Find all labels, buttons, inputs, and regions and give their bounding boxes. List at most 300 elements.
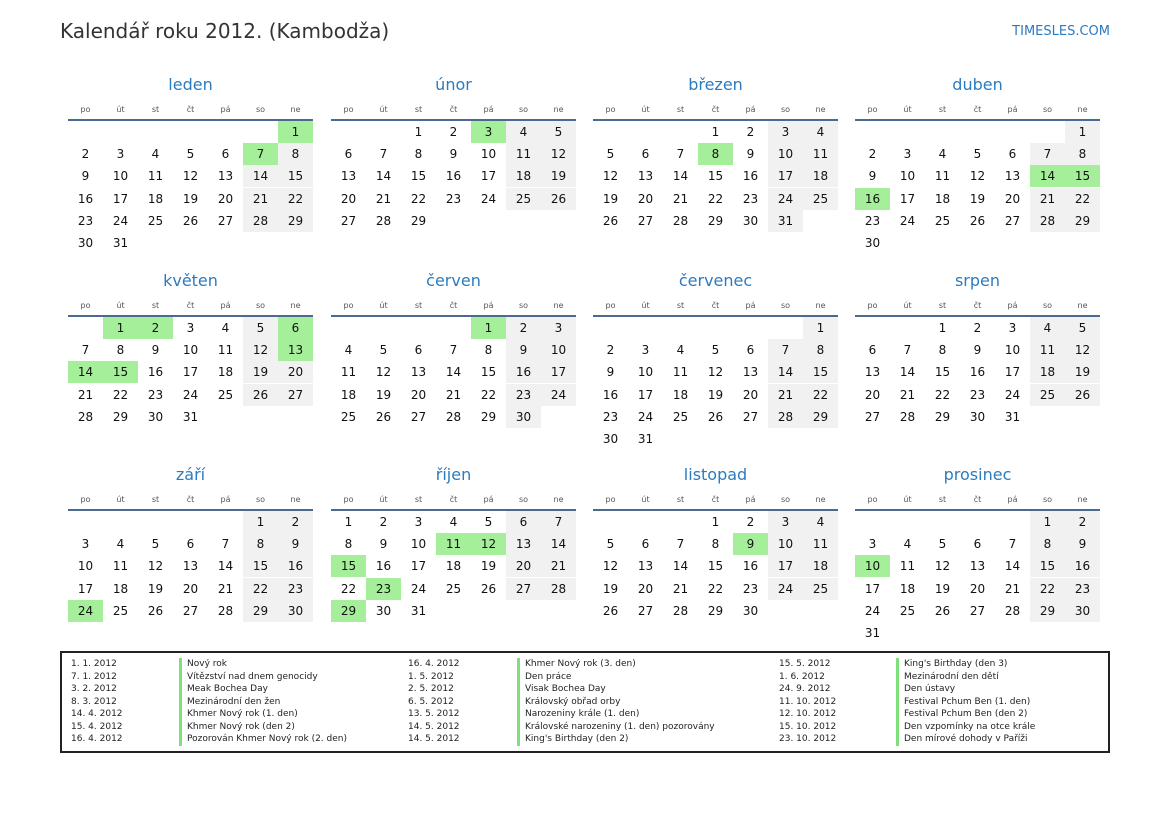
- day-cell[interactable]: 31: [637, 432, 654, 446]
- holiday-day-cell[interactable]: 10: [855, 555, 890, 577]
- holiday-day-cell[interactable]: 15: [103, 361, 138, 383]
- day-cell[interactable]: 26: [375, 409, 392, 424]
- day-cell[interactable]: 19: [480, 559, 497, 574]
- day-cell[interactable]: 13: [340, 169, 357, 184]
- day-cell[interactable]: 15: [707, 169, 724, 184]
- day-cell[interactable]: 8: [711, 537, 720, 552]
- day-cell[interactable]: 20: [742, 387, 759, 402]
- day-cell[interactable]: 5: [938, 537, 947, 552]
- day-cell[interactable]: 8: [938, 343, 947, 358]
- day-cell[interactable]: 6: [641, 537, 650, 552]
- day-cell[interactable]: 10: [768, 143, 803, 165]
- day-cell[interactable]: 6: [746, 343, 755, 358]
- day-cell[interactable]: 2: [868, 147, 877, 162]
- day-cell[interactable]: 26: [243, 384, 278, 406]
- day-cell[interactable]: 17: [768, 555, 803, 577]
- day-cell[interactable]: 26: [1065, 384, 1100, 406]
- day-cell[interactable]: 19: [969, 191, 986, 206]
- day-cell[interactable]: 28: [1030, 210, 1065, 232]
- day-cell[interactable]: 10: [112, 169, 129, 184]
- day-cell[interactable]: 17: [112, 191, 129, 206]
- day-cell[interactable]: 29: [1065, 210, 1100, 232]
- day-cell[interactable]: 19: [541, 165, 576, 187]
- day-cell[interactable]: 25: [803, 188, 838, 210]
- day-cell[interactable]: 19: [602, 191, 619, 206]
- day-cell[interactable]: 3: [903, 147, 912, 162]
- day-cell[interactable]: 15: [243, 555, 278, 577]
- day-cell[interactable]: 1: [1030, 511, 1065, 533]
- day-cell[interactable]: 6: [641, 147, 650, 162]
- day-cell[interactable]: 27: [637, 603, 654, 618]
- day-cell[interactable]: 17: [182, 365, 199, 380]
- holiday-day-cell[interactable]: 13: [278, 339, 313, 361]
- day-cell[interactable]: 7: [903, 343, 912, 358]
- day-cell[interactable]: 18: [445, 559, 462, 574]
- day-cell[interactable]: 2: [1065, 511, 1100, 533]
- day-cell[interactable]: 9: [151, 343, 160, 358]
- day-cell[interactable]: 7: [1008, 537, 1017, 552]
- day-cell[interactable]: 14: [768, 361, 803, 383]
- day-cell[interactable]: 18: [1030, 361, 1065, 383]
- day-cell[interactable]: 7: [449, 343, 458, 358]
- day-cell[interactable]: 12: [969, 169, 986, 184]
- day-cell[interactable]: 14: [217, 559, 234, 574]
- day-cell[interactable]: 18: [340, 387, 357, 402]
- day-cell[interactable]: 14: [375, 169, 392, 184]
- day-cell[interactable]: 28: [541, 578, 576, 600]
- day-cell[interactable]: 21: [77, 387, 94, 402]
- day-cell[interactable]: 13: [637, 169, 654, 184]
- day-cell[interactable]: 8: [243, 533, 278, 555]
- day-cell[interactable]: 21: [243, 188, 278, 210]
- day-cell[interactable]: 27: [278, 384, 313, 406]
- day-cell[interactable]: 23: [278, 578, 313, 600]
- day-cell[interactable]: 2: [606, 343, 615, 358]
- day-cell[interactable]: 10: [77, 559, 94, 574]
- day-cell[interactable]: 1: [803, 317, 838, 339]
- day-cell[interactable]: 20: [278, 361, 313, 383]
- day-cell[interactable]: 19: [602, 581, 619, 596]
- day-cell[interactable]: 5: [606, 147, 615, 162]
- day-cell[interactable]: 20: [340, 191, 357, 206]
- day-cell[interactable]: 4: [151, 147, 160, 162]
- day-cell[interactable]: 8: [278, 143, 313, 165]
- day-cell[interactable]: 21: [1030, 188, 1065, 210]
- day-cell[interactable]: 13: [217, 169, 234, 184]
- day-cell[interactable]: 28: [217, 603, 234, 618]
- day-cell[interactable]: 8: [803, 339, 838, 361]
- day-cell[interactable]: 25: [112, 603, 129, 618]
- day-cell[interactable]: 16: [278, 555, 313, 577]
- day-cell[interactable]: 25: [1030, 384, 1065, 406]
- day-cell[interactable]: 15: [934, 365, 951, 380]
- day-cell[interactable]: 23: [147, 387, 164, 402]
- holiday-day-cell[interactable]: 15: [1065, 165, 1100, 187]
- day-cell[interactable]: 15: [803, 361, 838, 383]
- day-cell[interactable]: 29: [707, 603, 724, 618]
- day-cell[interactable]: 24: [112, 213, 129, 228]
- day-cell[interactable]: 11: [1030, 339, 1065, 361]
- day-cell[interactable]: 21: [375, 191, 392, 206]
- day-cell[interactable]: 31: [112, 236, 129, 250]
- day-cell[interactable]: 21: [768, 384, 803, 406]
- day-cell[interactable]: 12: [1065, 339, 1100, 361]
- day-cell[interactable]: 3: [641, 343, 650, 358]
- day-cell[interactable]: 12: [243, 339, 278, 361]
- day-cell[interactable]: 30: [742, 603, 759, 618]
- day-cell[interactable]: 23: [742, 191, 759, 206]
- day-cell[interactable]: 28: [672, 603, 689, 618]
- day-cell[interactable]: 28: [768, 406, 803, 428]
- day-cell[interactable]: 31: [410, 603, 427, 618]
- day-cell[interactable]: 16: [742, 559, 759, 574]
- day-cell[interactable]: 14: [672, 169, 689, 184]
- day-cell[interactable]: 30: [147, 409, 164, 424]
- day-cell[interactable]: 5: [1065, 317, 1100, 339]
- day-cell[interactable]: 16: [445, 169, 462, 184]
- day-cell[interactable]: 22: [112, 387, 129, 402]
- day-cell[interactable]: 20: [182, 581, 199, 596]
- holiday-day-cell[interactable]: 3: [471, 121, 506, 143]
- day-cell[interactable]: 8: [116, 343, 125, 358]
- day-cell[interactable]: 25: [217, 387, 234, 402]
- holiday-day-cell[interactable]: 15: [331, 555, 366, 577]
- day-cell[interactable]: 3: [186, 321, 195, 335]
- day-cell[interactable]: 27: [340, 213, 357, 228]
- day-cell[interactable]: 29: [278, 210, 313, 232]
- day-cell[interactable]: 13: [1004, 169, 1021, 184]
- holiday-day-cell[interactable]: 14: [1030, 165, 1065, 187]
- day-cell[interactable]: 23: [864, 213, 881, 228]
- day-cell[interactable]: 21: [899, 387, 916, 402]
- day-cell[interactable]: 12: [541, 143, 576, 165]
- day-cell[interactable]: 18: [803, 165, 838, 187]
- day-cell[interactable]: 5: [243, 317, 278, 339]
- day-cell[interactable]: 12: [602, 169, 619, 184]
- day-cell[interactable]: 15: [1030, 555, 1065, 577]
- day-cell[interactable]: 16: [147, 365, 164, 380]
- day-cell[interactable]: 22: [410, 191, 427, 206]
- day-cell[interactable]: 6: [414, 343, 423, 358]
- day-cell[interactable]: 18: [672, 387, 689, 402]
- day-cell[interactable]: 29: [1030, 600, 1065, 622]
- day-cell[interactable]: 4: [676, 343, 685, 358]
- day-cell[interactable]: 27: [410, 409, 427, 424]
- holiday-day-cell[interactable]: 2: [138, 317, 173, 339]
- day-cell[interactable]: 11: [340, 365, 357, 380]
- day-cell[interactable]: 18: [147, 191, 164, 206]
- day-cell[interactable]: 22: [934, 387, 951, 402]
- day-cell[interactable]: 17: [1004, 365, 1021, 380]
- day-cell[interactable]: 15: [707, 559, 724, 574]
- day-cell[interactable]: 13: [182, 559, 199, 574]
- day-cell[interactable]: 31: [1004, 409, 1021, 424]
- day-cell[interactable]: 30: [77, 236, 94, 250]
- day-cell[interactable]: 5: [484, 515, 493, 529]
- holiday-day-cell[interactable]: 11: [436, 533, 471, 555]
- day-cell[interactable]: 30: [742, 213, 759, 228]
- day-cell[interactable]: 23: [969, 387, 986, 402]
- day-cell[interactable]: 12: [602, 559, 619, 574]
- day-cell[interactable]: 23: [445, 191, 462, 206]
- day-cell[interactable]: 3: [768, 121, 803, 143]
- day-cell[interactable]: 23: [1065, 578, 1100, 600]
- day-cell[interactable]: 2: [973, 321, 982, 335]
- day-cell[interactable]: 14: [672, 559, 689, 574]
- day-cell[interactable]: 4: [344, 343, 353, 358]
- day-cell[interactable]: 24: [410, 581, 427, 596]
- day-cell[interactable]: 24: [1004, 387, 1021, 402]
- day-cell[interactable]: 2: [746, 125, 755, 139]
- day-cell[interactable]: 5: [973, 147, 982, 162]
- day-cell[interactable]: 20: [410, 387, 427, 402]
- day-cell[interactable]: 14: [541, 533, 576, 555]
- day-cell[interactable]: 24: [899, 213, 916, 228]
- day-cell[interactable]: 22: [278, 188, 313, 210]
- day-cell[interactable]: 28: [672, 213, 689, 228]
- day-cell[interactable]: 14: [243, 165, 278, 187]
- day-cell[interactable]: 2: [379, 515, 388, 529]
- day-cell[interactable]: 20: [217, 191, 234, 206]
- day-cell[interactable]: 31: [864, 626, 881, 640]
- day-cell[interactable]: 25: [147, 213, 164, 228]
- day-cell[interactable]: 17: [637, 387, 654, 402]
- day-cell[interactable]: 15: [278, 165, 313, 187]
- day-cell[interactable]: 7: [676, 537, 685, 552]
- day-cell[interactable]: 9: [1065, 533, 1100, 555]
- day-cell[interactable]: 19: [707, 387, 724, 402]
- day-cell[interactable]: 19: [147, 581, 164, 596]
- day-cell[interactable]: 6: [221, 147, 230, 162]
- day-cell[interactable]: 24: [541, 384, 576, 406]
- day-cell[interactable]: 29: [480, 409, 497, 424]
- day-cell[interactable]: 17: [899, 191, 916, 206]
- day-cell[interactable]: 18: [217, 365, 234, 380]
- holiday-day-cell[interactable]: 16: [855, 188, 890, 210]
- day-cell[interactable]: 9: [506, 339, 541, 361]
- day-cell[interactable]: 28: [77, 409, 94, 424]
- day-cell[interactable]: 8: [1065, 143, 1100, 165]
- day-cell[interactable]: 17: [410, 559, 427, 574]
- holiday-day-cell[interactable]: 23: [366, 578, 401, 600]
- day-cell[interactable]: 25: [803, 578, 838, 600]
- day-cell[interactable]: 6: [1008, 147, 1017, 162]
- day-cell[interactable]: 8: [484, 343, 493, 358]
- day-cell[interactable]: 14: [445, 365, 462, 380]
- day-cell[interactable]: 17: [480, 169, 497, 184]
- day-cell[interactable]: 21: [217, 581, 234, 596]
- day-cell[interactable]: 22: [707, 191, 724, 206]
- day-cell[interactable]: 6: [186, 537, 195, 552]
- day-cell[interactable]: 31: [768, 210, 803, 232]
- day-cell[interactable]: 21: [445, 387, 462, 402]
- day-cell[interactable]: 2: [449, 125, 458, 139]
- day-cell[interactable]: 16: [1065, 555, 1100, 577]
- day-cell[interactable]: 9: [746, 147, 755, 162]
- day-cell[interactable]: 13: [410, 365, 427, 380]
- day-cell[interactable]: 10: [768, 533, 803, 555]
- day-cell[interactable]: 10: [637, 365, 654, 380]
- day-cell[interactable]: 29: [803, 406, 838, 428]
- day-cell[interactable]: 28: [445, 409, 462, 424]
- day-cell[interactable]: 27: [864, 409, 881, 424]
- day-cell[interactable]: 30: [969, 409, 986, 424]
- day-cell[interactable]: 4: [221, 321, 230, 335]
- day-cell[interactable]: 23: [77, 213, 94, 228]
- day-cell[interactable]: 31: [182, 409, 199, 424]
- day-cell[interactable]: 6: [506, 511, 541, 533]
- day-cell[interactable]: 19: [243, 361, 278, 383]
- holiday-day-cell[interactable]: 1: [103, 317, 138, 339]
- day-cell[interactable]: 10: [480, 147, 497, 162]
- day-cell[interactable]: 16: [77, 191, 94, 206]
- day-cell[interactable]: 16: [375, 559, 392, 574]
- holiday-day-cell[interactable]: 6: [278, 317, 313, 339]
- day-cell[interactable]: 21: [672, 191, 689, 206]
- holiday-day-cell[interactable]: 1: [471, 317, 506, 339]
- day-cell[interactable]: 6: [973, 537, 982, 552]
- day-cell[interactable]: 12: [147, 559, 164, 574]
- day-cell[interactable]: 7: [768, 339, 803, 361]
- holiday-day-cell[interactable]: 9: [733, 533, 768, 555]
- day-cell[interactable]: 27: [637, 213, 654, 228]
- day-cell[interactable]: 3: [1008, 321, 1017, 335]
- day-cell[interactable]: 3: [116, 147, 125, 162]
- day-cell[interactable]: 5: [379, 343, 388, 358]
- day-cell[interactable]: 26: [707, 409, 724, 424]
- day-cell[interactable]: 19: [182, 191, 199, 206]
- day-cell[interactable]: 27: [217, 213, 234, 228]
- day-cell[interactable]: 11: [217, 343, 234, 358]
- day-cell[interactable]: 29: [243, 600, 278, 622]
- day-cell[interactable]: 28: [243, 210, 278, 232]
- day-cell[interactable]: 11: [899, 559, 916, 574]
- day-cell[interactable]: 26: [969, 213, 986, 228]
- day-cell[interactable]: 10: [899, 169, 916, 184]
- day-cell[interactable]: 11: [803, 533, 838, 555]
- day-cell[interactable]: 18: [803, 555, 838, 577]
- day-cell[interactable]: 22: [707, 581, 724, 596]
- holiday-day-cell[interactable]: 24: [68, 600, 103, 622]
- day-cell[interactable]: 9: [81, 169, 90, 184]
- day-cell[interactable]: 29: [410, 213, 427, 228]
- day-cell[interactable]: 22: [1065, 188, 1100, 210]
- day-cell[interactable]: 24: [480, 191, 497, 206]
- day-cell[interactable]: 26: [934, 603, 951, 618]
- day-cell[interactable]: 11: [112, 559, 129, 574]
- day-cell[interactable]: 23: [742, 581, 759, 596]
- day-cell[interactable]: 8: [1030, 533, 1065, 555]
- day-cell[interactable]: 12: [934, 559, 951, 574]
- day-cell[interactable]: 1: [711, 125, 720, 139]
- day-cell[interactable]: 9: [449, 147, 458, 162]
- day-cell[interactable]: 12: [375, 365, 392, 380]
- day-cell[interactable]: 20: [637, 191, 654, 206]
- day-cell[interactable]: 19: [1065, 361, 1100, 383]
- day-cell[interactable]: 20: [506, 555, 541, 577]
- day-cell[interactable]: 30: [864, 236, 881, 250]
- day-cell[interactable]: 30: [506, 406, 541, 428]
- day-cell[interactable]: 24: [864, 603, 881, 618]
- day-cell[interactable]: 27: [1004, 213, 1021, 228]
- day-cell[interactable]: 3: [414, 515, 423, 529]
- day-cell[interactable]: 7: [541, 511, 576, 533]
- day-cell[interactable]: 19: [934, 581, 951, 596]
- day-cell[interactable]: 9: [379, 537, 388, 552]
- day-cell[interactable]: 4: [506, 121, 541, 143]
- day-cell[interactable]: 11: [672, 365, 689, 380]
- day-cell[interactable]: 29: [934, 409, 951, 424]
- day-cell[interactable]: 27: [742, 409, 759, 424]
- day-cell[interactable]: 6: [344, 147, 353, 162]
- day-cell[interactable]: 25: [934, 213, 951, 228]
- day-cell[interactable]: 1: [243, 511, 278, 533]
- day-cell[interactable]: 10: [541, 339, 576, 361]
- day-cell[interactable]: 23: [602, 409, 619, 424]
- holiday-day-cell[interactable]: 12: [471, 533, 506, 555]
- day-cell[interactable]: 16: [742, 169, 759, 184]
- day-cell[interactable]: 22: [1030, 578, 1065, 600]
- day-cell[interactable]: 22: [803, 384, 838, 406]
- holiday-day-cell[interactable]: 1: [278, 121, 313, 143]
- day-cell[interactable]: 7: [379, 147, 388, 162]
- day-cell[interactable]: 7: [221, 537, 230, 552]
- day-cell[interactable]: 21: [672, 581, 689, 596]
- day-cell[interactable]: 14: [899, 365, 916, 380]
- day-cell[interactable]: 4: [803, 511, 838, 533]
- day-cell[interactable]: 3: [81, 537, 90, 552]
- day-cell[interactable]: 27: [182, 603, 199, 618]
- day-cell[interactable]: 5: [606, 537, 615, 552]
- day-cell[interactable]: 11: [506, 143, 541, 165]
- day-cell[interactable]: 16: [602, 387, 619, 402]
- holiday-day-cell[interactable]: 7: [243, 143, 278, 165]
- day-cell[interactable]: 20: [1004, 191, 1021, 206]
- day-cell[interactable]: 25: [445, 581, 462, 596]
- day-cell[interactable]: 5: [541, 121, 576, 143]
- day-cell[interactable]: 13: [506, 533, 541, 555]
- day-cell[interactable]: 4: [116, 537, 125, 552]
- day-cell[interactable]: 17: [864, 581, 881, 596]
- holiday-day-cell[interactable]: 29: [331, 600, 366, 622]
- day-cell[interactable]: 21: [1004, 581, 1021, 596]
- day-cell[interactable]: 14: [1004, 559, 1021, 574]
- day-cell[interactable]: 29: [112, 409, 129, 424]
- day-cell[interactable]: 1: [344, 515, 353, 529]
- day-cell[interactable]: 20: [637, 581, 654, 596]
- day-cell[interactable]: 4: [449, 515, 458, 529]
- day-cell[interactable]: 23: [506, 384, 541, 406]
- day-cell[interactable]: 18: [899, 581, 916, 596]
- day-cell[interactable]: 5: [186, 147, 195, 162]
- day-cell[interactable]: 12: [707, 365, 724, 380]
- day-cell[interactable]: 7: [81, 343, 90, 358]
- day-cell[interactable]: 7: [1030, 143, 1065, 165]
- day-cell[interactable]: 3: [768, 511, 803, 533]
- day-cell[interactable]: 15: [410, 169, 427, 184]
- day-cell[interactable]: 17: [768, 165, 803, 187]
- day-cell[interactable]: 9: [278, 533, 313, 555]
- day-cell[interactable]: 24: [637, 409, 654, 424]
- day-cell[interactable]: 21: [541, 555, 576, 577]
- day-cell[interactable]: 27: [969, 603, 986, 618]
- day-cell[interactable]: 5: [151, 537, 160, 552]
- brand-link[interactable]: TIMESLES.COM: [1012, 24, 1110, 39]
- day-cell[interactable]: 28: [375, 213, 392, 228]
- day-cell[interactable]: 13: [864, 365, 881, 380]
- day-cell[interactable]: 2: [746, 515, 755, 529]
- day-cell[interactable]: 28: [899, 409, 916, 424]
